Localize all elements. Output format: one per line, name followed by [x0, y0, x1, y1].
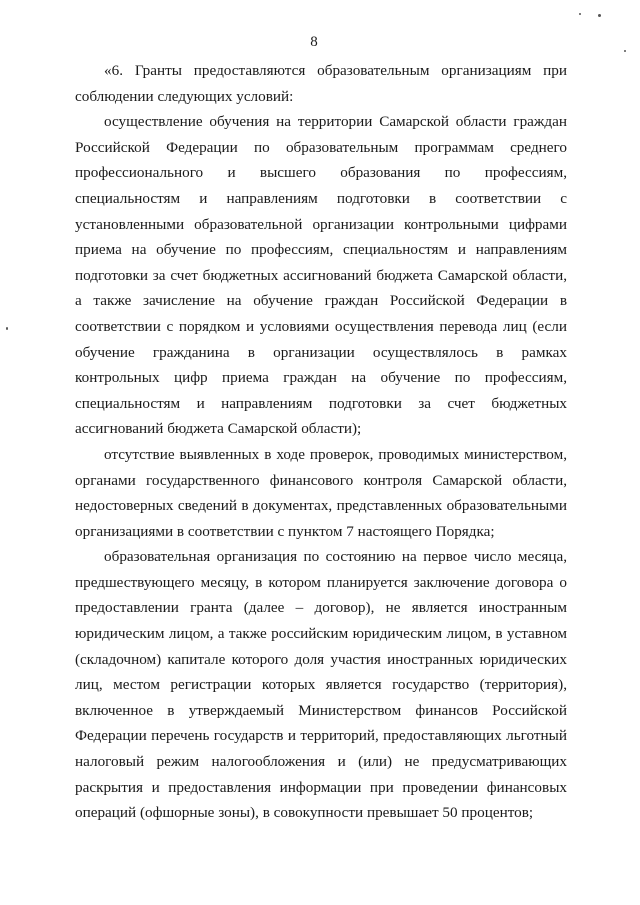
- text-line: соответствии с порядком и условиями осуществления перевода лиц (если: [75, 317, 567, 335]
- text-line: предшествующего месяцу, в котором планируется заключение договора о: [75, 573, 567, 591]
- text-line: отсутствие выявленных в ходе проверок, проводимых министерством,: [104, 445, 567, 463]
- text-line: осуществление обучения на территории Самарской области граждан: [104, 113, 567, 131]
- text-line: установленными образовательной организации контрольными цифрами: [75, 215, 567, 233]
- text-line: профессионального и высшего образования по профессиям,: [75, 164, 567, 182]
- text-line: подготовки за счет бюджетных ассигнований бюджета Самарской области,: [75, 266, 567, 284]
- text-line: образовательная организация по состоянию на первое число месяца,: [104, 548, 567, 566]
- text-line: ассигнований бюджета Самарской области);: [75, 420, 362, 438]
- text-line: контрольных цифр приема граждан на обучение по профессиям,: [75, 369, 567, 387]
- text-line: органами государственного финансового контроля Самарской области,: [75, 471, 567, 489]
- text-line: а также зачисление на обучение граждан Российской Федерации в: [75, 292, 567, 310]
- text-line: соблюдении следующих условий:: [75, 87, 294, 105]
- document-body: [75, 58, 567, 826]
- text-line: операций (офшорные зоны), в совокупности превышает 50 процентов;: [75, 804, 534, 822]
- scan-speck: [598, 14, 601, 17]
- text-line: юридическим лицом, а также российским юридическим лицом, в уставном: [75, 625, 567, 643]
- text-line: «6. Гранты предоставляются образовательным организациям при: [104, 62, 567, 79]
- page-number: 8: [310, 34, 318, 50]
- text-line: раскрытия и предоставления информации при проведении финансовых: [75, 778, 567, 796]
- text-line: Российской Федерации по образовательным программам среднего: [75, 138, 567, 156]
- text-line: (складочном) капитале которого доля участия иностранных юридических: [75, 650, 567, 668]
- text-line: обучение гражданина в организации осуществлялось в рамках: [75, 343, 567, 361]
- text-line: налоговый режим налогообложения и (или) не предусматривающих: [75, 753, 567, 771]
- text-line: включенное в утверждаемый Министерством финансов Российской: [75, 701, 567, 719]
- scan-speck: [6, 327, 8, 330]
- text-line: лиц, местом регистрации которых является государство (территория),: [75, 676, 567, 694]
- text-line: специальностям и направлениям подготовки в соответствии с: [75, 189, 567, 207]
- text-line: Федерации перечень государств и территорий, предоставляющих льготный: [75, 727, 567, 745]
- text-line: специальностям и направлениям подготовки за счет бюджетных: [75, 394, 567, 412]
- text-line: организациями в соответствии с пунктом 7 настоящего Порядка;: [75, 522, 495, 540]
- scan-speck: [579, 13, 581, 15]
- text-line: недостоверных сведений в документах, представленных образовательными: [75, 497, 567, 515]
- text-line: предоставлении гранта (далее – договор), не является иностранным: [75, 599, 567, 617]
- text-line: приема на обучение по профессиям, специальностям и направлениям: [75, 241, 567, 259]
- scan-speck: [624, 50, 626, 52]
